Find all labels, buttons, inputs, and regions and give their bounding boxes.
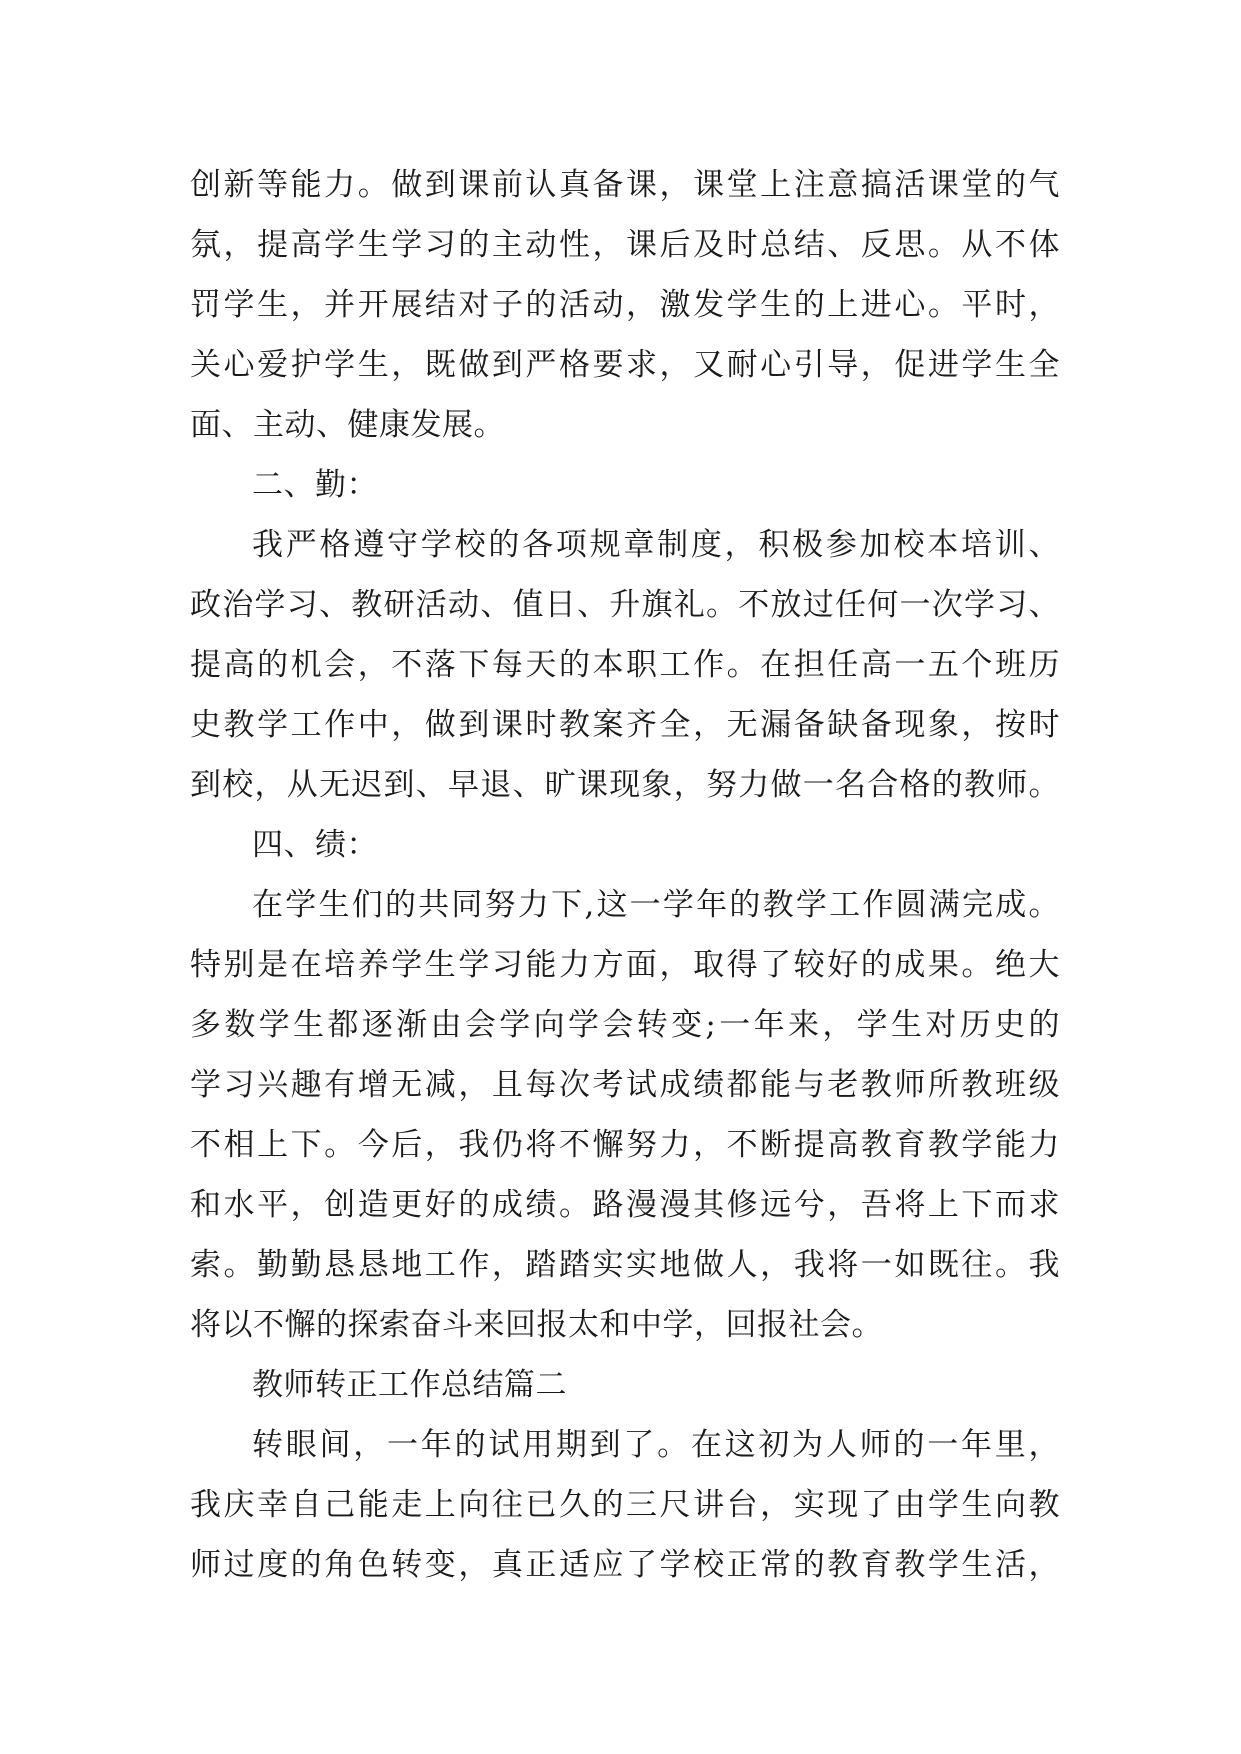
text-line: 创新等能力。做到课前认真备课，课堂上注意搞活课堂的气 <box>190 167 1060 203</box>
text-line: 特别是在培养学生学习能力方面，取得了较好的成果。绝大 <box>190 947 1060 983</box>
text-line: 氛，提高学生学习的主动性，课后及时总结、反思。从不体 <box>190 227 1060 263</box>
text-line: 政治学习、教研活动、值日、升旗礼。不放过任何一次学习、 <box>190 587 1060 623</box>
text-line: 不相上下。今后，我仍将不懈努力，不断提高教育教学能力 <box>190 1127 1060 1163</box>
text-line: 将以不懈的探索奋斗来回报太和中学，回报社会。 <box>190 1307 883 1343</box>
text-line: 学习兴趣有增无减，且每次考试成绩都能与老教师所教班级 <box>190 1067 1060 1103</box>
document-body <box>190 155 1060 1595</box>
text-line: 二、勤： <box>252 467 378 503</box>
text-line: 关心爱护学生，既做到严格要求，又耐心引导，促进学生全 <box>190 347 1060 383</box>
text-line: 罚学生，并开展结对子的活动，激发学生的上进心。平时， <box>190 287 1060 323</box>
text-line: 面、主动、健康发展。 <box>190 407 505 443</box>
text-line: 多数学生都逐渐由会学向学会转变;一年来，学生对历史的 <box>190 1007 1060 1043</box>
text-line: 索。勤勤恳恳地工作，踏踏实实地做人，我将一如既往。我 <box>190 1247 1060 1283</box>
text-line: 教师转正工作总结篇二 <box>252 1367 567 1403</box>
text-line: 提高的机会，不落下每天的本职工作。在担任高一五个班历 <box>190 647 1060 683</box>
text-line: 在学生们的共同努力下,这一学年的教学工作圆满完成。 <box>252 887 1060 923</box>
text-line: 到校，从无迟到、早退、旷课现象，努力做一名合格的教师。 <box>190 767 1060 803</box>
text-line: 师过度的角色转变，真正适应了学校正常的教育教学生活， <box>190 1547 1060 1583</box>
text-line: 和水平，创造更好的成绩。路漫漫其修远兮，吾将上下而求 <box>190 1187 1060 1223</box>
text-line: 我严格遵守学校的各项规章制度，积极参加校本培训、 <box>252 527 1060 563</box>
text-line: 四、绩： <box>252 827 378 863</box>
text-line: 我庆幸自己能走上向往已久的三尺讲台，实现了由学生向教 <box>190 1487 1060 1523</box>
text-line: 转眼间，一年的试用期到了。在这初为人师的一年里， <box>252 1427 1060 1463</box>
text-line: 史教学工作中，做到课时教案齐全，无漏备缺备现象，按时 <box>190 707 1060 743</box>
